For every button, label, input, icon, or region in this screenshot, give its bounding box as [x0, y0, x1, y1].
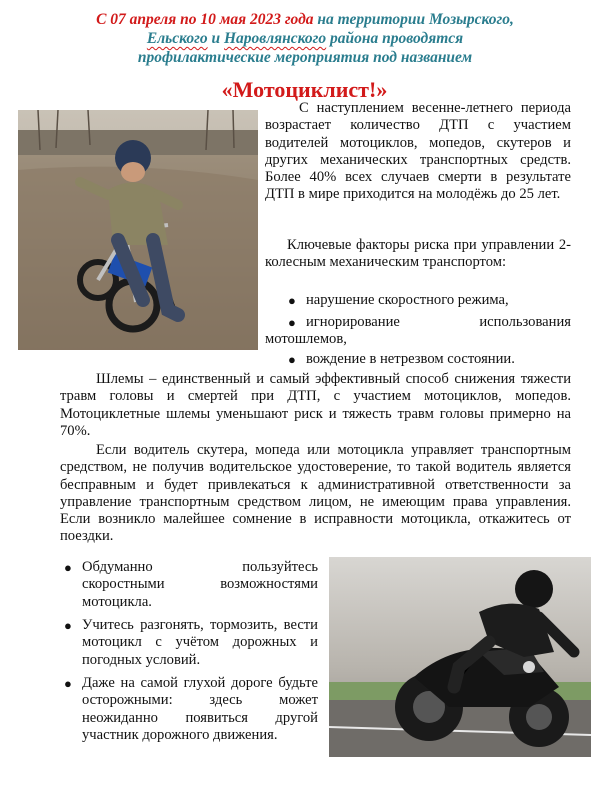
bullet-icon: ● — [288, 293, 296, 308]
risk-factors-intro: Ключевые факторы риска при управлении 2-колесным механическим транспортом: — [265, 237, 571, 271]
header — [20, 10, 590, 67]
header-district-2: Ельского — [146, 30, 208, 47]
tip-item: Даже на самой глухой дороге будьте осторожными: здесь может неожиданно появиться другой участник дорожного движения. — [82, 675, 318, 743]
header-line-1 — [20, 10, 590, 29]
bullet-icon: ● — [64, 560, 72, 575]
child-moped-photo — [18, 110, 258, 350]
tip-item: Учитесь разгонять, тормозить, вести мотоцикл с учётом дорожных и погодных условий. — [82, 617, 318, 668]
header-district-3: Наровлянского — [224, 30, 327, 47]
header-text: на территории — [313, 11, 429, 28]
bullet-icon: ● — [64, 676, 72, 691]
header-line-2 — [20, 29, 590, 48]
page-title: «Мотоциклист!» — [221, 77, 388, 102]
intro-paragraph: С наступлением весенне-летнего периода возрастает количество ДТП с участием водителей мотоциклов, мопедов, скутеров и других механических транспортных средств. Более 40% всех случаев смерти в результате ДТП в мире приходится на молодёжь до 25 лет. — [265, 100, 571, 203]
bullet-icon: ● — [288, 352, 296, 367]
bullet-icon: ● — [64, 618, 72, 633]
helmets-paragraph: Шлемы – единственный и самый эффективный способ снижения тяжести травм головы и смертей при ДТП, с участием мотоциклов, мопедов. Мотоциклетные шлемы уменьшают риск и тяжесть травм головы примерно на 70%. — [60, 371, 571, 439]
header-line-3: профилактические мероприятия под названием — [137, 49, 473, 66]
risk-factor-item: игнорирование использования мотошлемов, — [265, 314, 571, 348]
risk-factor-item: вождение в нетрезвом состоянии. — [306, 351, 515, 367]
motorcyclist-photo — [329, 557, 591, 757]
header-district-1: Мозырского, — [428, 11, 514, 28]
bullet-icon: ● — [288, 315, 296, 330]
license-paragraph: Если водитель скутера, мопеда или мотоцикла управляет транспортным средством, не получив водительское удостоверение, то такой водитель является бесправным и будет привлекаться к административной ответственности за управление транспортным средством лицом, не имеющим права управления. Если возникло малейшее сомнение в исправности мотоцикла, откажитесь от поездки. — [60, 442, 571, 545]
header-dates: С 07 апреля по 10 мая 2023 года — [96, 11, 314, 28]
header-and: и — [207, 30, 224, 47]
header-text-2: района проводятся — [326, 30, 464, 47]
tip-item: Обдуманно пользуйтесь скоростными возможностями мотоцикла. — [82, 559, 318, 610]
risk-factor-item: нарушение скоростного режима, — [306, 292, 509, 308]
